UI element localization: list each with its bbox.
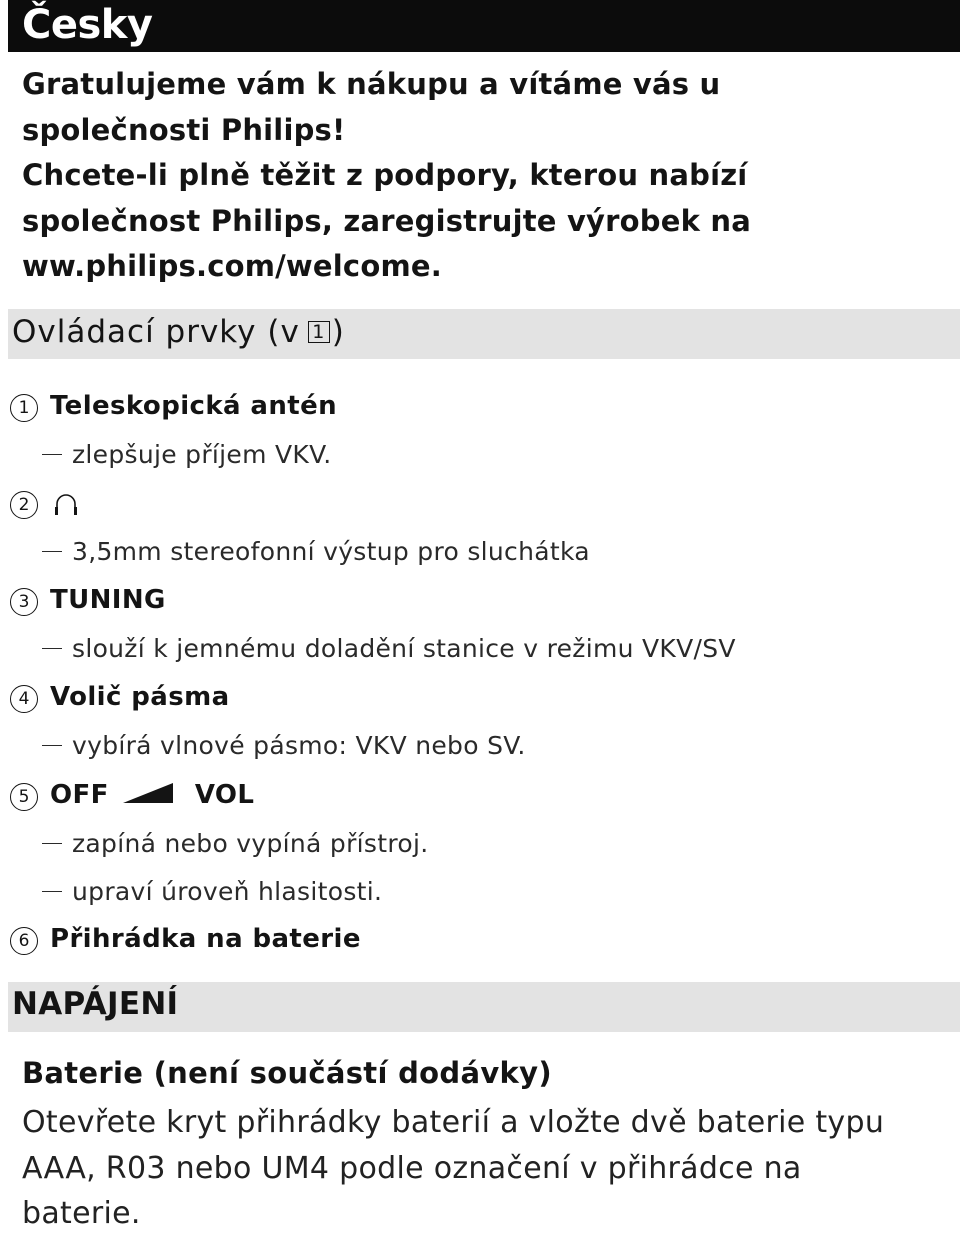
item-label: TUNING (50, 585, 166, 615)
dash-bullet (42, 891, 62, 893)
item-label: Teleskopická antén (50, 391, 338, 421)
item-description (42, 634, 736, 663)
item-number: 4 (10, 685, 38, 713)
item-label (50, 780, 254, 810)
dash-bullet (42, 551, 62, 553)
item-label: Přihrádka na baterie (50, 924, 361, 954)
item-description (42, 731, 526, 760)
intro-line: společnost Philips, zaregistrujte výrobek na (22, 203, 751, 238)
intro-line: společnosti Philips! (22, 112, 346, 147)
item-description (42, 537, 590, 566)
batteries-subtitle: Baterie (není součástí dodávky) (22, 1056, 552, 1090)
item-number: 6 (10, 927, 38, 955)
power-section-title: NAPÁJENÍ (12, 986, 179, 1022)
vol-label: VOL (194, 780, 255, 810)
language-title: Česky (22, 2, 153, 48)
item-number: 5 (10, 783, 38, 811)
power-section-header (8, 982, 960, 1032)
body-line: Otevřete kryt přihrádky baterií a vložte dvě baterie typu (22, 1105, 885, 1140)
description-text: zapíná nebo vypíná přístroj. (72, 829, 429, 858)
description-text: zlepšuje příjem VKV. (72, 440, 332, 469)
controls-title-suffix: ) (331, 314, 345, 350)
description-text: vybírá vlnové pásmo: VKV nebo SV. (72, 731, 526, 760)
dash-bullet (42, 745, 62, 747)
intro-line: Chcete-li plně těžit z podpory, kterou nabízí (22, 158, 748, 192)
controls-section-title (12, 314, 345, 350)
batteries-paragraph (22, 1100, 952, 1237)
figure-number-box: 1 (308, 321, 330, 343)
volume-wedge-icon (123, 782, 173, 804)
item-label: Volič pásma (50, 682, 230, 712)
dash-bullet (42, 648, 62, 650)
item-number: 3 (10, 588, 38, 616)
item-description (42, 440, 332, 469)
intro-line: Gratulujeme vám k nákupu a vítáme vás u (22, 67, 721, 101)
headphones-icon (52, 491, 80, 519)
body-line: AAA, R03 nebo UM4 podle označení v přihrádce na (22, 1150, 802, 1186)
off-label: OFF (50, 780, 109, 810)
item-number: 1 (10, 394, 38, 422)
intro-line: ww.philips.com/welcome. (22, 249, 442, 283)
item-number: 2 (10, 491, 38, 519)
item-description (42, 829, 428, 858)
controls-title-text: Ovládací prvky (v (12, 314, 300, 350)
description-text: 3,5mm stereofonní výstup pro sluchátka (72, 537, 590, 566)
dash-bullet (42, 454, 62, 456)
body-line: baterie. (22, 1196, 141, 1231)
controls-section-header (8, 309, 960, 359)
description-text: slouží k jemnému doladění stanice v režimu VKV/SV (72, 634, 736, 663)
intro-paragraph (22, 62, 942, 290)
dash-bullet (42, 843, 62, 845)
description-text: upraví úroveň hlasitosti. (72, 877, 383, 906)
language-header-bar (8, 0, 960, 52)
item-description (42, 877, 382, 906)
